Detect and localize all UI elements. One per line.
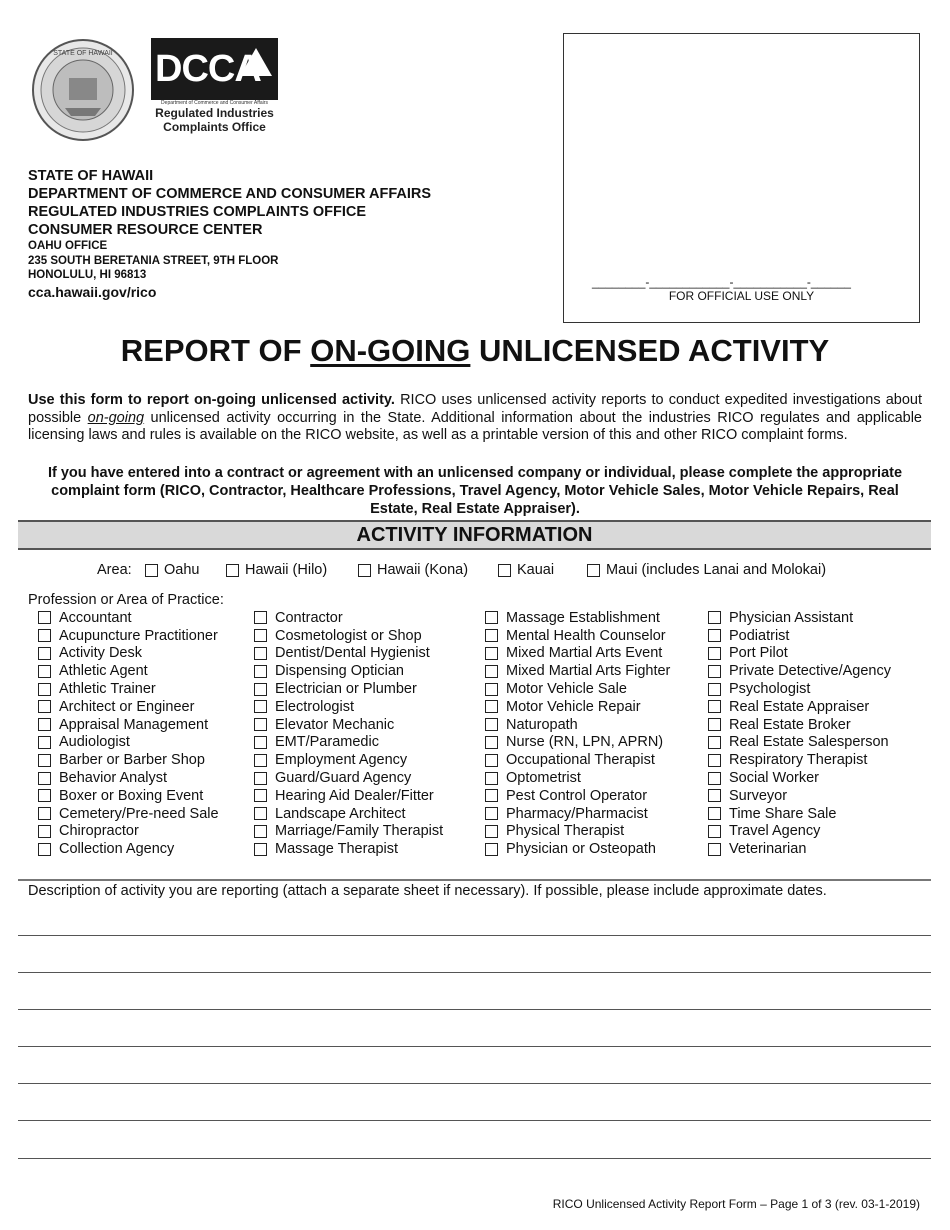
- profession-option[interactable]: [38, 698, 219, 716]
- profession-label-text: Employment Agency: [275, 752, 408, 769]
- profession-column-1: [38, 609, 219, 858]
- profession-option[interactable]: [254, 805, 443, 823]
- profession-option[interactable]: [254, 787, 443, 805]
- checkbox[interactable]: [226, 564, 239, 577]
- profession-label-text: Real Estate Broker: [729, 716, 851, 733]
- section-title: ACTIVITY INFORMATION: [18, 520, 931, 550]
- profession-option[interactable]: [485, 805, 670, 823]
- profession-option[interactable]: [485, 823, 670, 841]
- profession-option[interactable]: [485, 751, 670, 769]
- checkbox[interactable]: [708, 718, 721, 731]
- state-seal-logo: [25, 38, 141, 142]
- profession-option[interactable]: [708, 645, 891, 663]
- profession-label: Profession or Area of Practice:: [28, 592, 224, 608]
- intro-paragraph: [28, 392, 922, 445]
- intro-text1: RICO uses unlicensed activity reports to conduct expedited investigations about possible: [28, 392, 923, 426]
- profession-label-text: Respiratory Therapist: [729, 752, 868, 769]
- checkbox[interactable]: [485, 843, 498, 856]
- checkbox[interactable]: [38, 700, 51, 713]
- checkbox[interactable]: [708, 807, 721, 820]
- profession-option[interactable]: [38, 769, 219, 787]
- profession-label-text: Accountant: [59, 609, 132, 626]
- area-option-oahu[interactable]: Oahu: [145, 562, 199, 578]
- profession-label-text: Physician or Osteopath: [506, 841, 656, 858]
- profession-label-text: Landscape Architect: [275, 805, 406, 822]
- profession-option[interactable]: [485, 609, 670, 627]
- checkbox[interactable]: [254, 611, 267, 624]
- profession-label-text: Podiatrist: [729, 627, 790, 644]
- profession-label-text: Surveyor: [729, 787, 788, 804]
- profession-label-text: Social Worker: [729, 770, 819, 787]
- profession-option[interactable]: [38, 823, 219, 841]
- profession-option[interactable]: [254, 698, 443, 716]
- profession-option[interactable]: [254, 680, 443, 698]
- page-footer: RICO Unlicensed Activity Report Form – Page 1 of 3 (rev. 03-1-2019): [552, 1197, 920, 1211]
- dcca-small-text: Department of Commerce and Consumer Affairs: [161, 100, 268, 106]
- description-line[interactable]: [18, 1158, 931, 1159]
- profession-label-text: Behavior Analyst: [59, 770, 168, 787]
- description-line[interactable]: [18, 972, 931, 973]
- profession-label-text: Boxer or Boxing Event: [59, 787, 204, 804]
- profession-option[interactable]: [254, 662, 443, 680]
- profession-option[interactable]: [254, 823, 443, 841]
- profession-option[interactable]: [38, 805, 219, 823]
- profession-label-text: Occupational Therapist: [506, 752, 655, 769]
- description-line[interactable]: [18, 1046, 931, 1047]
- profession-label-text: Motor Vehicle Sale: [506, 681, 627, 698]
- profession-option[interactable]: [254, 751, 443, 769]
- profession-option[interactable]: [708, 751, 891, 769]
- profession-option[interactable]: [254, 645, 443, 663]
- profession-option[interactable]: [38, 751, 219, 769]
- profession-option[interactable]: [38, 662, 219, 680]
- description-line[interactable]: [18, 1083, 931, 1084]
- checkbox[interactable]: [708, 647, 721, 660]
- checkbox[interactable]: [708, 843, 721, 856]
- profession-label-text: Real Estate Appraiser: [729, 698, 870, 715]
- checkbox[interactable]: [498, 564, 511, 577]
- profession-label-text: Athletic Agent: [59, 663, 148, 680]
- profession-option[interactable]: [708, 716, 891, 734]
- profession-option[interactable]: [485, 840, 670, 858]
- intro-text2: unlicensed activity occurring in the State. Additional information about the industries RICO regulates and applicable licensing laws and rules is available on the RICO website, as well as a printable version of this and other RICO complaint forms.: [28, 409, 922, 443]
- profession-label-text: Contractor: [275, 609, 343, 626]
- svg-text:STATE OF HAWAII: STATE OF HAWAII: [53, 50, 113, 57]
- checkbox[interactable]: [38, 718, 51, 731]
- profession-option[interactable]: [708, 823, 891, 841]
- profession-label-text: Audiologist: [59, 734, 130, 751]
- checkbox[interactable]: [587, 564, 600, 577]
- checkbox[interactable]: [708, 825, 721, 838]
- checkbox[interactable]: [485, 772, 498, 785]
- profession-option[interactable]: [38, 840, 219, 858]
- profession-label-text: Dentist/Dental Hygienist: [275, 645, 430, 662]
- checkbox[interactable]: [254, 807, 267, 820]
- checkbox[interactable]: [38, 629, 51, 642]
- profession-label-text: Veterinarian: [729, 841, 807, 858]
- title-pre: REPORT OF: [120, 333, 311, 368]
- profession-label-text: Cosmetologist or Shop: [275, 627, 422, 644]
- header-line5: OAHU OFFICE: [28, 240, 108, 252]
- checkbox[interactable]: [708, 700, 721, 713]
- profession-column-2: [254, 609, 443, 858]
- profession-label-text: Massage Establishment: [506, 609, 660, 626]
- profession-label-text: Cemetery/Pre-need Sale: [59, 805, 219, 822]
- profession-option[interactable]: [38, 645, 219, 663]
- profession-option[interactable]: [254, 627, 443, 645]
- description-line[interactable]: [18, 1120, 931, 1121]
- profession-label-text: Travel Agency: [729, 823, 821, 840]
- checkbox[interactable]: [485, 754, 498, 767]
- official-number-blanks: ________-____________-___________-______: [592, 275, 851, 289]
- checkbox[interactable]: [38, 807, 51, 820]
- checkbox[interactable]: [38, 683, 51, 696]
- profession-option[interactable]: [38, 734, 219, 752]
- profession-option[interactable]: [485, 716, 670, 734]
- profession-label-text: Psychologist: [729, 681, 811, 698]
- checkbox[interactable]: [254, 683, 267, 696]
- dcca-logo: [151, 38, 278, 133]
- profession-label-text: Dispensing Optician: [275, 663, 404, 680]
- checkbox[interactable]: [254, 789, 267, 802]
- checkbox[interactable]: [38, 754, 51, 767]
- checkbox[interactable]: [708, 772, 721, 785]
- profession-option[interactable]: [708, 769, 891, 787]
- profession-label-text: Motor Vehicle Repair: [506, 698, 641, 715]
- profession-label-text: Mixed Martial Arts Event: [506, 645, 663, 662]
- profession-option[interactable]: [485, 662, 670, 680]
- profession-label-text: Pharmacy/Pharmacist: [506, 805, 648, 822]
- profession-option[interactable]: [254, 734, 443, 752]
- profession-label-text: Athletic Trainer: [59, 681, 156, 698]
- checkbox[interactable]: [485, 665, 498, 678]
- title-underlined: ON-GOING: [310, 333, 471, 368]
- checkbox[interactable]: [708, 736, 721, 749]
- profession-label-text: Pest Control Operator: [506, 787, 648, 804]
- profession-option[interactable]: [485, 787, 670, 805]
- website-link[interactable]: cca.hawaii.gov/rico: [28, 283, 157, 300]
- checkbox[interactable]: [254, 665, 267, 678]
- header-line6: 235 SOUTH BERETANIA STREET, 9TH FLOOR: [28, 254, 279, 267]
- profession-column-3: [485, 609, 670, 858]
- profession-option[interactable]: [708, 734, 891, 752]
- contract-note: If you have entered into a contract or agreement with an unlicensed company or individual, please complete the appropriate complaint form (RICO, Contractor, Healthcare Professions, Travel Agency, Motor Vehicle Sales, Motor Vehicle Repairs, Real Estate, Real Estate Appraiser).: [47, 465, 903, 517]
- profession-label-text: Activity Desk: [59, 645, 142, 662]
- profession-label-text: Mental Health Counselor: [506, 627, 666, 644]
- checkbox[interactable]: [254, 647, 267, 660]
- profession-column-4: [708, 609, 891, 858]
- profession-label-text: Physician Assistant: [729, 609, 854, 626]
- checkbox[interactable]: [358, 564, 371, 577]
- description-label: Description of activity you are reporting (attach a separate sheet if necessary). If possible, please include approximate dates.: [28, 883, 827, 899]
- checkbox[interactable]: [38, 611, 51, 624]
- checkbox[interactable]: [254, 718, 267, 731]
- checkbox[interactable]: [254, 843, 267, 856]
- profession-option[interactable]: [708, 805, 891, 823]
- profession-option[interactable]: [708, 662, 891, 680]
- checkbox[interactable]: [708, 665, 721, 678]
- profession-label-text: Physical Therapist: [506, 823, 625, 840]
- checkbox[interactable]: [485, 789, 498, 802]
- profession-label-text: Appraisal Management: [59, 716, 209, 733]
- checkbox[interactable]: [145, 564, 158, 577]
- checkbox[interactable]: [38, 789, 51, 802]
- profession-label-text: EMT/Paramedic: [275, 734, 379, 751]
- profession-option[interactable]: [38, 680, 219, 698]
- profession-label-text: Architect or Engineer: [59, 698, 195, 715]
- checkbox[interactable]: [708, 754, 721, 767]
- checkbox[interactable]: [254, 772, 267, 785]
- profession-option[interactable]: [485, 645, 670, 663]
- profession-option[interactable]: [485, 769, 670, 787]
- checkbox[interactable]: [38, 665, 51, 678]
- profession-label-text: Acupuncture Practitioner: [59, 627, 218, 644]
- checkbox[interactable]: [708, 611, 721, 624]
- agency-header: [28, 167, 431, 301]
- checkbox[interactable]: [485, 683, 498, 696]
- profession-option[interactable]: [254, 716, 443, 734]
- page-title: [0, 333, 950, 369]
- section-divider: [18, 879, 931, 881]
- profession-label-text: Optometrist: [506, 770, 581, 787]
- area-option-kona[interactable]: Hawaii (Kona): [358, 562, 468, 578]
- checkbox[interactable]: [708, 789, 721, 802]
- checkbox[interactable]: [485, 736, 498, 749]
- profession-label-text: Barber or Barber Shop: [59, 752, 205, 769]
- checkbox[interactable]: [254, 736, 267, 749]
- dcca-sub2: Complaints Office: [163, 120, 266, 134]
- checkbox[interactable]: [254, 754, 267, 767]
- profession-label-text: Naturopath: [506, 716, 578, 733]
- profession-label-text: Elevator Mechanic: [275, 716, 395, 733]
- description-line[interactable]: [18, 935, 931, 936]
- intro-italic: on-going: [87, 409, 145, 426]
- official-use-label: FOR OFFICIAL USE ONLY: [668, 289, 815, 303]
- profession-option[interactable]: [485, 627, 670, 645]
- profession-label-text: Real Estate Salesperson: [729, 734, 889, 751]
- checkbox[interactable]: [485, 647, 498, 660]
- profession-label-text: Guard/Guard Agency: [275, 770, 412, 787]
- profession-label-text: Hearing Aid Dealer/Fitter: [275, 787, 434, 804]
- profession-option[interactable]: [254, 609, 443, 627]
- profession-option[interactable]: [38, 716, 219, 734]
- profession-option[interactable]: [485, 698, 670, 716]
- checkbox[interactable]: [485, 629, 498, 642]
- profession-option[interactable]: [38, 787, 219, 805]
- profession-label-text: Private Detective/Agency: [729, 663, 891, 680]
- profession-label-text: Electrologist: [275, 698, 354, 715]
- profession-label-text: Massage Therapist: [275, 841, 399, 858]
- header-line4: CONSUMER RESOURCE CENTER: [28, 222, 263, 238]
- dcca-mark: DCCA: [155, 48, 261, 90]
- profession-option[interactable]: [38, 609, 219, 627]
- checkbox[interactable]: [38, 843, 51, 856]
- profession-label-text: Collection Agency: [59, 841, 175, 858]
- profession-label-text: Mixed Martial Arts Fighter: [506, 663, 671, 680]
- title-post: UNLICENSED ACTIVITY: [470, 333, 830, 368]
- checkbox[interactable]: [485, 807, 498, 820]
- header-line3: REGULATED INDUSTRIES COMPLAINTS OFFICE: [28, 204, 367, 220]
- area-label: Area:: [97, 562, 132, 578]
- profession-label-text: Chiropractor: [59, 823, 139, 840]
- profession-option[interactable]: [485, 734, 670, 752]
- checkbox[interactable]: [485, 718, 498, 731]
- intro-bold: Use this form to report on-going unlicensed activity.: [28, 392, 395, 408]
- description-line[interactable]: [18, 1009, 931, 1010]
- checkbox[interactable]: [485, 700, 498, 713]
- checkbox[interactable]: [254, 825, 267, 838]
- profession-option[interactable]: [254, 769, 443, 787]
- profession-option[interactable]: [708, 787, 891, 805]
- checkbox[interactable]: [38, 736, 51, 749]
- profession-option[interactable]: [708, 698, 891, 716]
- profession-option[interactable]: [708, 840, 891, 858]
- checkbox[interactable]: [254, 629, 267, 642]
- checkbox[interactable]: [38, 825, 51, 838]
- profession-option[interactable]: [485, 680, 670, 698]
- profession-option[interactable]: [254, 840, 443, 858]
- profession-label-text: Nurse (RN, LPN, APRN): [506, 734, 664, 751]
- profession-option[interactable]: [708, 627, 891, 645]
- area-option-maui[interactable]: Maui (includes Lanai and Molokai): [587, 562, 826, 578]
- profession-label-text: Electrician or Plumber: [275, 681, 417, 698]
- area-option-hilo[interactable]: Hawaii (Hilo): [226, 562, 327, 578]
- checkbox[interactable]: [708, 683, 721, 696]
- profession-option[interactable]: [38, 627, 219, 645]
- checkbox[interactable]: [38, 647, 51, 660]
- checkbox[interactable]: [254, 700, 267, 713]
- profession-label-text: Marriage/Family Therapist: [275, 823, 444, 840]
- header-line2: DEPARTMENT OF COMMERCE AND CONSUMER AFFAIRS: [28, 186, 432, 202]
- header-line7: HONOLULU, HI 96813: [28, 269, 147, 281]
- profession-option[interactable]: [708, 609, 891, 627]
- checkbox[interactable]: [485, 825, 498, 838]
- profession-label-text: Time Share Sale: [729, 805, 837, 822]
- checkbox[interactable]: [485, 611, 498, 624]
- area-option-kauai[interactable]: Kauai: [498, 562, 554, 578]
- checkbox[interactable]: [38, 772, 51, 785]
- checkbox[interactable]: [708, 629, 721, 642]
- profession-label-text: Port Pilot: [729, 645, 788, 662]
- profession-option[interactable]: [708, 680, 891, 698]
- header-line1: STATE OF HAWAII: [28, 168, 154, 184]
- dcca-sub1: Regulated Industries: [155, 106, 274, 120]
